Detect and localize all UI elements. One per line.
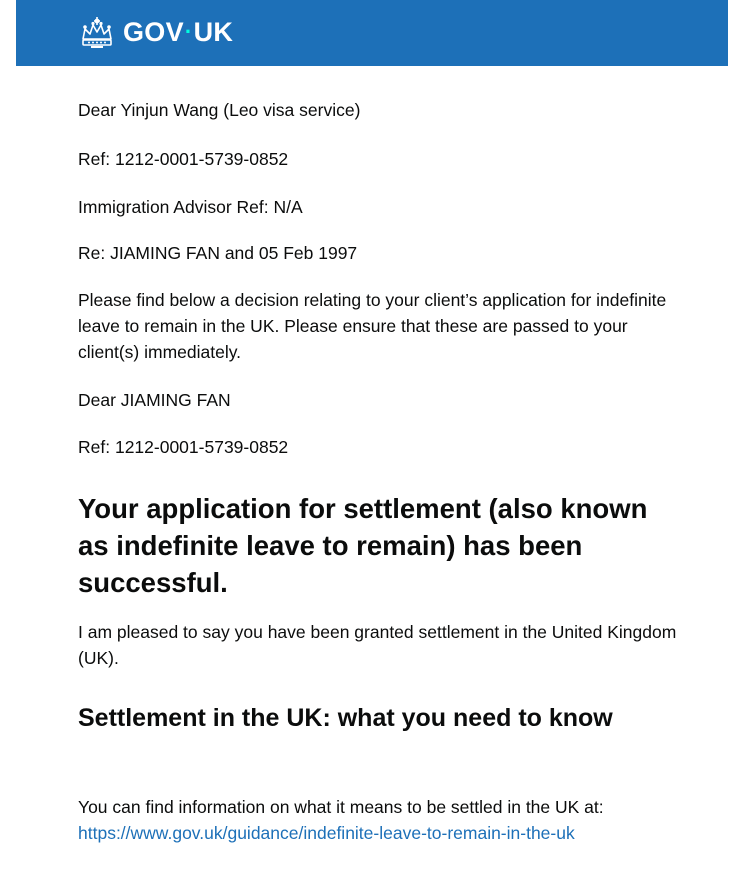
settlement-info-text: You can find information on what it means to be settled in the UK at: — [78, 797, 604, 817]
govuk-wordmark — [123, 15, 233, 51]
govuk-logo-link[interactable] — [79, 16, 233, 50]
client-reference-number: Ref: 1212-0001-5739-0852 — [78, 437, 289, 457]
intro-paragraph: Please find below a decision relating to your client’s application for indefinite leave to remain in the UK. Please ensure that these are passed to your client(s) immediately. — [78, 290, 667, 362]
crown-icon — [79, 17, 115, 49]
govuk-header — [16, 0, 728, 66]
decision-paragraph: I am pleased to say you have been granted settlement in the United Kingdom (UK). — [78, 622, 677, 668]
advisor-reference: Immigration Advisor Ref: N/A — [78, 197, 303, 217]
reference-number: Ref: 1212-0001-5739-0852 — [78, 149, 289, 169]
settlement-info-paragraph — [78, 794, 678, 846]
wordmark-gov: GOV — [123, 17, 184, 47]
re-line: Re: JIAMING FAN and 05 Feb 1997 — [78, 243, 358, 263]
settlement-guidance-link[interactable]: https://www.gov.uk/guidance/indefinite-leave-to-remain-in-the-uk — [78, 823, 575, 843]
settlement-heading: Settlement in the UK: what you need to know — [78, 704, 613, 732]
decision-heading: Your application for settlement (also known as indefinite leave to remain) has been successful. — [78, 493, 648, 598]
advisor-greeting: Dear Yinjun Wang (Leo visa service) — [78, 100, 361, 120]
client-greeting: Dear JIAMING FAN — [78, 390, 231, 410]
wordmark-uk: UK — [193, 17, 234, 47]
wordmark-dot: · — [184, 19, 193, 44]
